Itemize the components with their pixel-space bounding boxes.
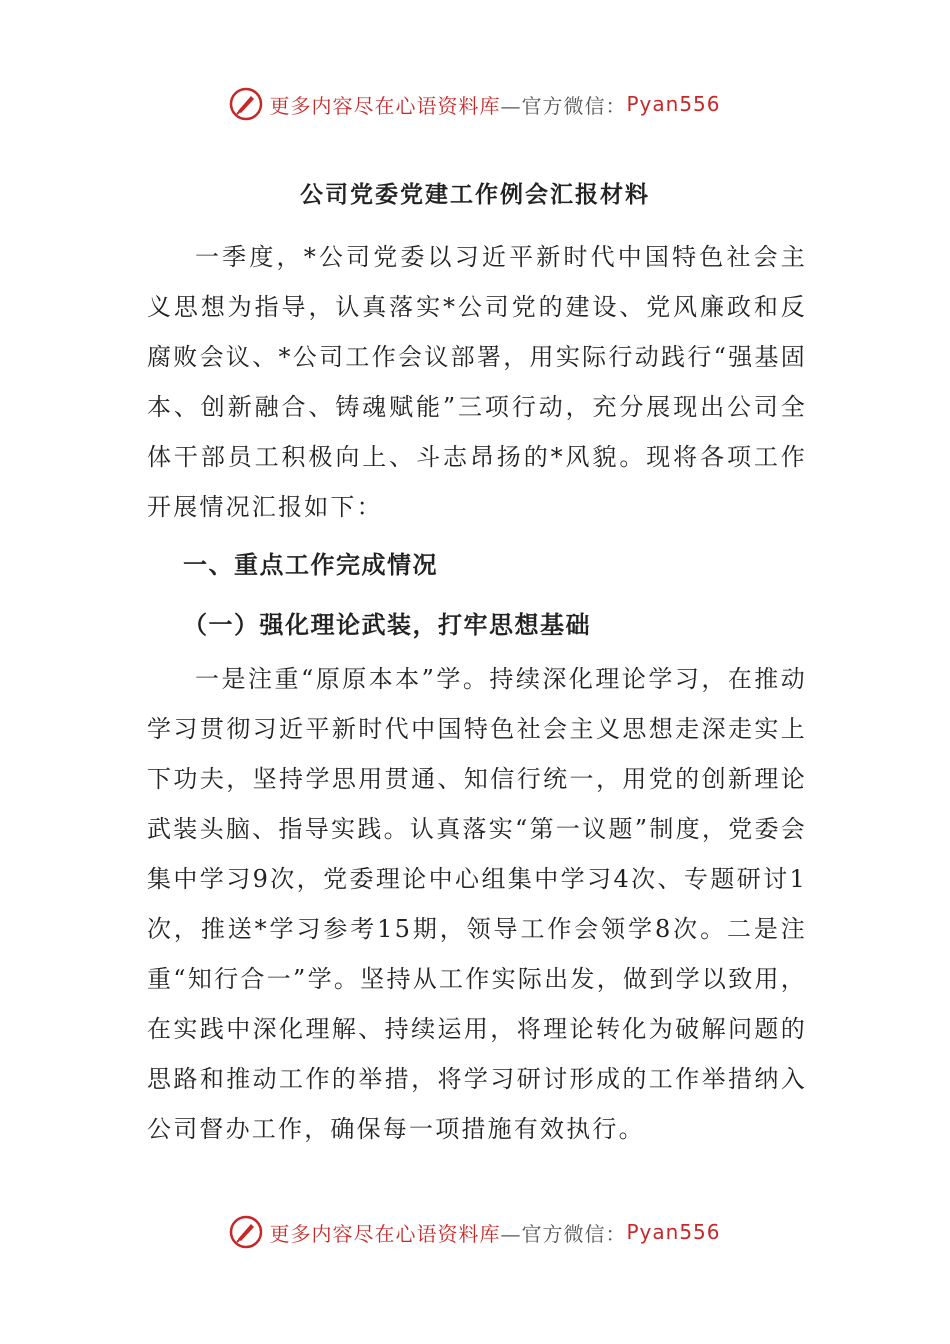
subsection-heading: （一）强化理论武装，打牢思想基础 [183,610,591,639]
banner-brand-text: 更多内容尽在心语资料库 [269,93,501,118]
document-title: 公司党委党建工作例会汇报材料 [300,181,650,208]
banner-official-text: —官方微信： [500,1221,627,1246]
pen-seal-logo-icon [229,1215,263,1249]
pen-seal-logo-icon [229,87,263,121]
banner-brand-text: 更多内容尽在心语资料库 [269,1221,501,1246]
banner-wechat-id: Pyan556 [626,1220,721,1244]
intro-paragraph: 一季度，*公司党委以习近平新时代中国特色社会主义思想为指导，认真落实*公司党的建设、党风廉政和反腐败会议、*公司工作会议部署，用实际行动践行“强基固本、创新融合、铸魂赋能”三项行动，充分展现出公司全体干部员工积极向上、斗志昂扬的*风貌。现将各项工作开展情况汇报如下： [147,243,807,521]
header-watermark-banner [0,84,950,124]
body-paragraph: 一是注重“原原本本”学。持续深化理论学习，在推动学习贯彻习近平新时代中国特色社会主义思想走深走实上下功夫，坚持学思用贯通、知信行统一，用党的创新理论武装头脑、指导实践。认真落实“第一议题”制度，党委会集中学习9次，党委理论中心组集中学习4次、专题研讨1次，推送*学习参考15期，领导工作会领学8次。二是注重“知行合一”学。坚持从工作实际出发，做到学以致用，在实践中深化理解、持续运用，将理论转化为破解问题的思路和推动工作的举措，将学习研讨形成的工作举措纳入公司督办工作，确保每一项措施有效执行。 [147,665,807,1143]
banner-wechat-id: Pyan556 [626,92,721,116]
section-heading: 一、重点工作完成情况 [183,550,438,579]
footer-watermark-banner [0,1212,950,1252]
banner-official-text: —官方微信： [500,93,627,118]
